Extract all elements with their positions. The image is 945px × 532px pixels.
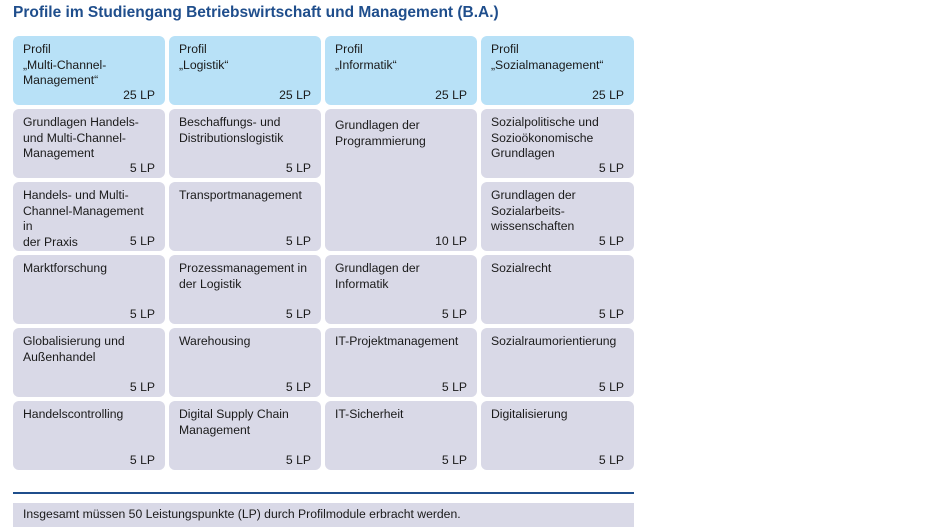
module-name: Digital Supply Chain Management (179, 407, 289, 437)
module-card (13, 182, 165, 251)
module-name: IT-Sicherheit (335, 407, 404, 421)
module-name: Globalisierung und Außenhandel (23, 334, 125, 364)
module-lp: 5 LP (129, 452, 155, 467)
module-card (13, 109, 165, 178)
module-card (169, 182, 321, 251)
module-card (481, 109, 634, 178)
module-name: Sozialrecht (491, 261, 552, 275)
module-lp: 5 LP (598, 160, 624, 175)
module-lp: 5 LP (285, 160, 311, 175)
module-lp: 5 LP (285, 452, 311, 467)
module-lp: 5 LP (129, 306, 155, 321)
module-name: Transportmanagement (179, 188, 302, 202)
module-name: IT-Projektmanagement (335, 334, 459, 348)
module-lp: 5 LP (441, 306, 467, 321)
module-name: Grundlagen der Informatik (335, 261, 420, 291)
module-card (169, 401, 321, 470)
module-name: Warehousing (179, 334, 251, 348)
module-card (13, 255, 165, 324)
module-card (325, 109, 477, 251)
module-lp: 5 LP (285, 306, 311, 321)
module-card (13, 328, 165, 397)
profile-header-label: Profil „Multi-Channel- Management“ (23, 42, 107, 87)
module-name: Grundlagen der Programmierung (335, 118, 426, 148)
page-title: Profile im Studiengang Betriebswirtschaft und Management (B.A.) (13, 4, 499, 21)
module-lp: 5 LP (129, 233, 155, 248)
module-lp: 5 LP (598, 452, 624, 467)
module-card (481, 328, 634, 397)
module-card (325, 255, 477, 324)
profile-header-multichannel (13, 36, 165, 105)
profile-header-lp: 25 LP (592, 87, 624, 102)
module-lp: 5 LP (285, 379, 311, 394)
module-name: Digitalisierung (491, 407, 568, 421)
module-card (481, 182, 634, 251)
module-card (481, 255, 634, 324)
module-name: Handelscontrolling (23, 407, 124, 421)
module-card (325, 328, 477, 397)
footer-note: Insgesamt müssen 50 Leistungspunkte (LP) durch Profilmodule erbracht werden. (13, 503, 634, 527)
module-name: Prozessmanagement in der Logistik (179, 261, 308, 291)
module-lp: 10 LP (435, 233, 467, 248)
module-lp: 5 LP (441, 452, 467, 467)
module-lp: 5 LP (285, 233, 311, 248)
module-card (325, 401, 477, 470)
profile-header-label: Profil „Informatik“ (335, 42, 397, 72)
profile-header-lp: 25 LP (123, 87, 155, 102)
profile-header-lp: 25 LP (435, 87, 467, 102)
profile-header-informatik (325, 36, 477, 105)
module-lp: 5 LP (129, 379, 155, 394)
module-lp: 5 LP (129, 160, 155, 175)
module-card (13, 401, 165, 470)
module-lp: 5 LP (441, 379, 467, 394)
module-name: Beschaffungs- und Distributionslogistik (179, 115, 284, 145)
module-name: Handels- und Multi- Channel-Management in der Praxis (23, 188, 144, 249)
module-card (481, 401, 634, 470)
module-lp: 5 LP (598, 306, 624, 321)
module-lp: 5 LP (598, 379, 624, 394)
module-name: Marktforschung (23, 261, 107, 275)
module-name: Sozialpolitische und Sozioökonomische Grundlagen (491, 115, 599, 160)
profile-header-sozialmanagement (481, 36, 634, 105)
module-name: Grundlagen Handels- und Multi-Channel- Management (23, 115, 139, 160)
module-card (169, 109, 321, 178)
module-card (169, 328, 321, 397)
profile-header-lp: 25 LP (279, 87, 311, 102)
profile-header-logistik (169, 36, 321, 105)
module-name: Sozialraumorientierung (491, 334, 617, 348)
footer-divider (13, 492, 634, 494)
module-card (169, 255, 321, 324)
module-lp: 5 LP (598, 233, 624, 248)
profile-header-label: Profil „Sozialmanagement“ (491, 42, 604, 72)
module-name: Grundlagen der Sozialarbeits- wissenschaften (491, 188, 576, 233)
profile-header-label: Profil „Logistik“ (179, 42, 229, 72)
